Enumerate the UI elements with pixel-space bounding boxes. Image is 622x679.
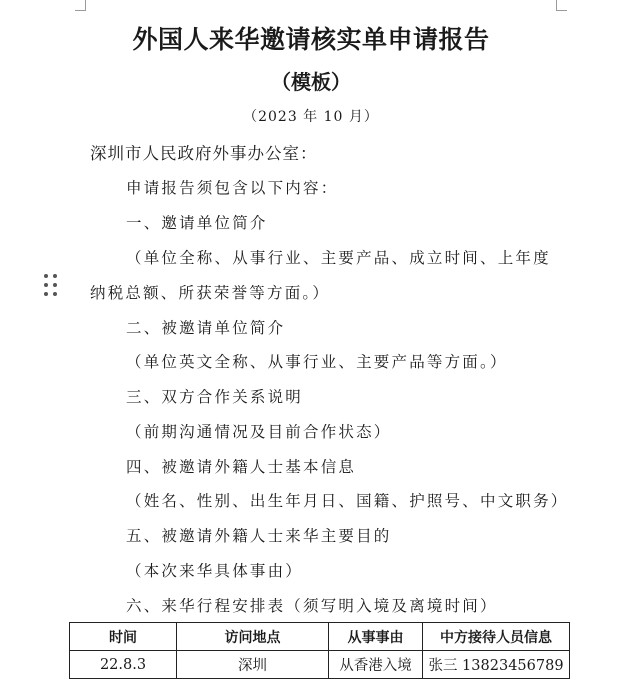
addressee: 深圳市人民政府外事办公室： — [90, 144, 318, 163]
section-3-heading: 三、双方合作关系说明 — [126, 388, 304, 406]
section-4-heading: 四、被邀请外籍人士基本信息 — [126, 458, 357, 476]
section-1-note-line-2: 纳税总额、所获荣誉等方面。） — [90, 284, 331, 302]
section-1-note-line-1: （单位全称、从事行业、主要产品、成立时间、上年度 — [126, 249, 551, 267]
section-6-heading: 六、来华行程安排表（须写明入境及离境时间） — [126, 597, 498, 615]
table-header-row — [70, 623, 570, 651]
table-cell-time: 22.8.3 — [70, 651, 177, 679]
table-cell-host-info: 张三 13823456789 — [423, 651, 570, 679]
document-title: 外国人来华邀请核实单申请报告 — [132, 25, 490, 54]
intro-text: 申请报告须包含以下内容： — [126, 179, 339, 197]
section-4-note: （姓名、性别、出生年月日、国籍、护照号、中文职务） — [126, 492, 569, 510]
section-1-heading: 一、邀请单位简介 — [126, 214, 268, 232]
column-header-time: 时间 — [70, 623, 177, 651]
drag-handle-icon[interactable] — [44, 274, 60, 300]
section-2-note: （单位英文全称、从事行业、主要产品等方面。） — [126, 353, 508, 371]
column-header-host-info: 中方接待人员信息 — [423, 623, 570, 651]
document-subtitle: （模板） — [271, 70, 351, 94]
page-corner-mark-left — [75, 0, 86, 11]
document-date: （2023 年 10 月） — [243, 109, 379, 125]
table-cell-location: 深圳 — [177, 651, 329, 679]
table-cell-purpose: 从香港入境 — [329, 651, 423, 679]
column-header-location: 访问地点 — [177, 623, 329, 651]
section-5-heading: 五、被邀请外籍人士来华主要目的 — [126, 527, 392, 545]
section-5-note: （本次来华具体事由） — [126, 562, 304, 580]
section-3-note: （前期沟通情况及目前合作状态） — [126, 423, 392, 441]
column-header-purpose: 从事事由 — [329, 623, 423, 651]
page-corner-mark-right — [556, 0, 567, 11]
section-2-heading: 二、被邀请单位简介 — [126, 319, 286, 337]
table-row — [70, 651, 570, 679]
itinerary-table — [69, 622, 570, 679]
